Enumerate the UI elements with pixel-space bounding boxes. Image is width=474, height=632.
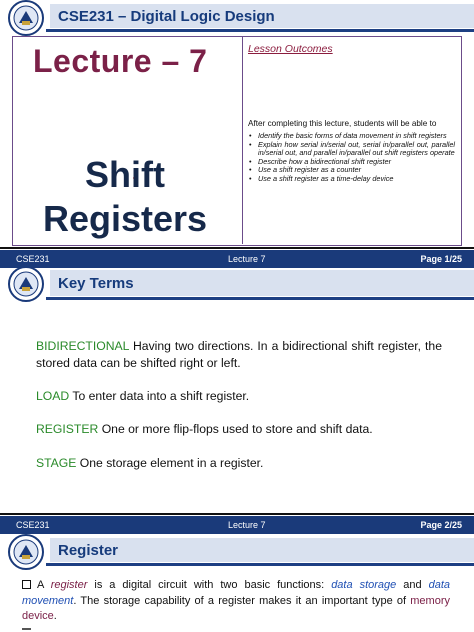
outcomes-intro: After completing this lecture, students will be able to — [248, 119, 437, 128]
term-keyword: REGISTER — [36, 422, 99, 436]
body-text: A — [37, 579, 51, 591]
register-definition — [22, 578, 450, 625]
outcomes-title: Lesson Outcomes — [248, 43, 333, 55]
title-panel — [13, 37, 237, 244]
outcomes-list — [248, 132, 455, 184]
footer-lecture: Lecture 7 — [228, 254, 266, 264]
outcome-item: • Describe how a bidirectional shift register — [248, 158, 455, 167]
university-seal-icon — [8, 0, 44, 36]
footer-page: Page 1/25 — [420, 254, 462, 264]
topic-line-1: Shift — [85, 154, 165, 195]
outcome-item: • Identify the basic forms of data movement in shift registers — [248, 132, 455, 141]
university-seal-icon — [8, 534, 44, 570]
university-seal-icon — [8, 266, 44, 302]
term-register — [36, 421, 442, 438]
highlight-memory-device: memory device — [22, 594, 450, 622]
term-definition: Having two directions. In a bidirectional shift register, the stored data can be shifted right or left. — [36, 339, 442, 370]
title-slide-frame — [12, 36, 462, 246]
term-definition: To enter data into a shift register. — [69, 389, 250, 403]
slide2-header — [0, 270, 474, 298]
term-keyword: STAGE — [36, 456, 77, 470]
highlight-register: register — [50, 579, 88, 591]
slide1-title-bar — [50, 4, 474, 28]
highlight-data-movement: data movement — [22, 579, 450, 607]
slide-title: Register — [58, 541, 119, 559]
term-keyword: LOAD — [36, 389, 70, 403]
footer-course: CSE231 — [16, 254, 50, 264]
outcome-item: • Use a shift register as a time-delay device — [248, 175, 455, 184]
topic-line-2: Registers — [42, 198, 208, 239]
next-bullet-marker — [22, 628, 31, 630]
term-load — [36, 388, 442, 405]
outcome-item: • Explain how serial in/serial out, serial in/parallel out, parallel in/serial out, and parallel in/parallel out shift registers operate — [248, 141, 455, 158]
slide3-title-bar — [50, 538, 474, 562]
body-text: and — [396, 579, 429, 591]
slide-title: Key Terms — [58, 274, 134, 292]
lecture-number: Lecture – 7 — [33, 43, 208, 79]
body-text: . — [53, 610, 57, 622]
slide1-footer — [0, 250, 474, 268]
body-text: is a digital circuit with two basic functions: — [87, 579, 332, 591]
term-keyword: BIDIRECTIONAL — [36, 339, 130, 353]
footer-page: Page 2/25 — [420, 520, 462, 530]
outcome-item: • Use a shift register as a counter — [248, 166, 455, 175]
body-text: . The storage capability of a register makes it an important type of — [73, 594, 411, 607]
footer-course: CSE231 — [16, 520, 50, 530]
footer-lecture: Lecture 7 — [228, 520, 266, 530]
slide3-header — [0, 538, 474, 566]
slide2-footer — [0, 516, 474, 534]
term-stage — [36, 455, 442, 472]
term-definition: One storage element in a register. — [76, 456, 264, 470]
term-definition: One or more flip-flops used to store and shift data. — [98, 422, 373, 436]
slide2-title-bar — [50, 270, 474, 296]
highlight-data-storage: data storage — [331, 579, 397, 591]
slide1-header — [0, 4, 474, 30]
term-bidirectional — [36, 338, 442, 372]
outcomes-panel — [242, 37, 461, 244]
course-title: CSE231 – Digital Logic Design — [58, 7, 275, 25]
checkbox-bullet-icon — [22, 580, 31, 589]
